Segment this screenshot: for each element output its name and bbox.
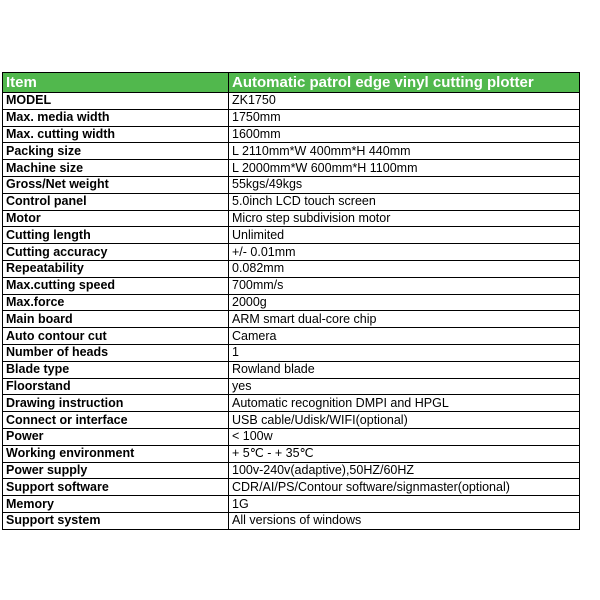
spec-value: L 2110mm*W 400mm*H 440mm <box>229 143 580 160</box>
spec-label: Control panel <box>3 193 229 210</box>
spec-table-body <box>3 93 580 530</box>
spec-value: CDR/AI/PS/Contour software/signmaster(optional) <box>229 479 580 496</box>
spec-value: ZK1750 <box>229 93 580 110</box>
spec-value: Automatic recognition DMPI and HPGL <box>229 395 580 412</box>
spec-label: MODEL <box>3 93 229 110</box>
header-product-cell: Automatic patrol edge vinyl cutting plotter <box>229 73 580 93</box>
spec-value: 1 <box>229 344 580 361</box>
spec-value: 0.082mm <box>229 260 580 277</box>
spec-label: Number of heads <box>3 344 229 361</box>
spec-label: Drawing instruction <box>3 395 229 412</box>
spec-value: Micro step subdivision motor <box>229 210 580 227</box>
spec-value: L 2000mm*W 600mm*H 1100mm <box>229 160 580 177</box>
spec-value: ARM smart dual-core chip <box>229 311 580 328</box>
spec-value: 2000g <box>229 294 580 311</box>
spec-value: All versions of windows <box>229 512 580 529</box>
table-row <box>3 462 580 479</box>
table-row <box>3 395 580 412</box>
spec-label: Main board <box>3 311 229 328</box>
spec-label: Floorstand <box>3 378 229 395</box>
table-row <box>3 176 580 193</box>
spec-label: Repeatability <box>3 260 229 277</box>
spec-label: Support software <box>3 479 229 496</box>
spec-label: Cutting length <box>3 227 229 244</box>
spec-label: Memory <box>3 496 229 513</box>
spec-table <box>2 72 580 530</box>
spec-label: Motor <box>3 210 229 227</box>
table-row <box>3 496 580 513</box>
table-row <box>3 260 580 277</box>
table-row <box>3 227 580 244</box>
spec-label: Blade type <box>3 361 229 378</box>
spec-label: Connect or interface <box>3 412 229 429</box>
spec-value: < 100w <box>229 428 580 445</box>
spec-value: 55kgs/49kgs <box>229 176 580 193</box>
spec-label: Gross/Net weight <box>3 176 229 193</box>
spec-value: Camera <box>229 328 580 345</box>
spec-label: Max.force <box>3 294 229 311</box>
spec-value: 1600mm <box>229 126 580 143</box>
table-row <box>3 193 580 210</box>
spec-value: USB cable/Udisk/WIFI(optional) <box>229 412 580 429</box>
spec-value: Rowland blade <box>229 361 580 378</box>
table-row <box>3 109 580 126</box>
spec-label: Max.cutting speed <box>3 277 229 294</box>
spec-label: Max. cutting width <box>3 126 229 143</box>
table-row <box>3 445 580 462</box>
spec-label: Auto contour cut <box>3 328 229 345</box>
table-row <box>3 143 580 160</box>
table-row <box>3 412 580 429</box>
table-row <box>3 479 580 496</box>
spec-label: Power supply <box>3 462 229 479</box>
table-row <box>3 361 580 378</box>
spec-label: Power <box>3 428 229 445</box>
table-row <box>3 160 580 177</box>
table-row <box>3 378 580 395</box>
spec-label: Working environment <box>3 445 229 462</box>
table-row <box>3 126 580 143</box>
table-row <box>3 311 580 328</box>
table-row <box>3 244 580 261</box>
table-row <box>3 93 580 110</box>
table-row <box>3 210 580 227</box>
table-row <box>3 294 580 311</box>
spec-value: yes <box>229 378 580 395</box>
spec-value: +/- 0.01mm <box>229 244 580 261</box>
spec-value: 100v-240v(adaptive),50HZ/60HZ <box>229 462 580 479</box>
table-row <box>3 277 580 294</box>
table-row <box>3 512 580 529</box>
table-row <box>3 328 580 345</box>
spec-value: + 5℃ - + 35℃ <box>229 445 580 462</box>
header-row <box>3 73 580 93</box>
spec-value: 700mm/s <box>229 277 580 294</box>
table-row <box>3 428 580 445</box>
spec-label: Support system <box>3 512 229 529</box>
spec-label: Machine size <box>3 160 229 177</box>
spec-value: Unlimited <box>229 227 580 244</box>
spec-label: Cutting accuracy <box>3 244 229 261</box>
header-item-cell: Item <box>3 73 229 93</box>
spec-label: Packing size <box>3 143 229 160</box>
spec-value: 1G <box>229 496 580 513</box>
spec-value: 1750mm <box>229 109 580 126</box>
spec-table-header <box>3 73 580 93</box>
spec-value: 5.0inch LCD touch screen <box>229 193 580 210</box>
table-row <box>3 344 580 361</box>
spec-label: Max. media width <box>3 109 229 126</box>
